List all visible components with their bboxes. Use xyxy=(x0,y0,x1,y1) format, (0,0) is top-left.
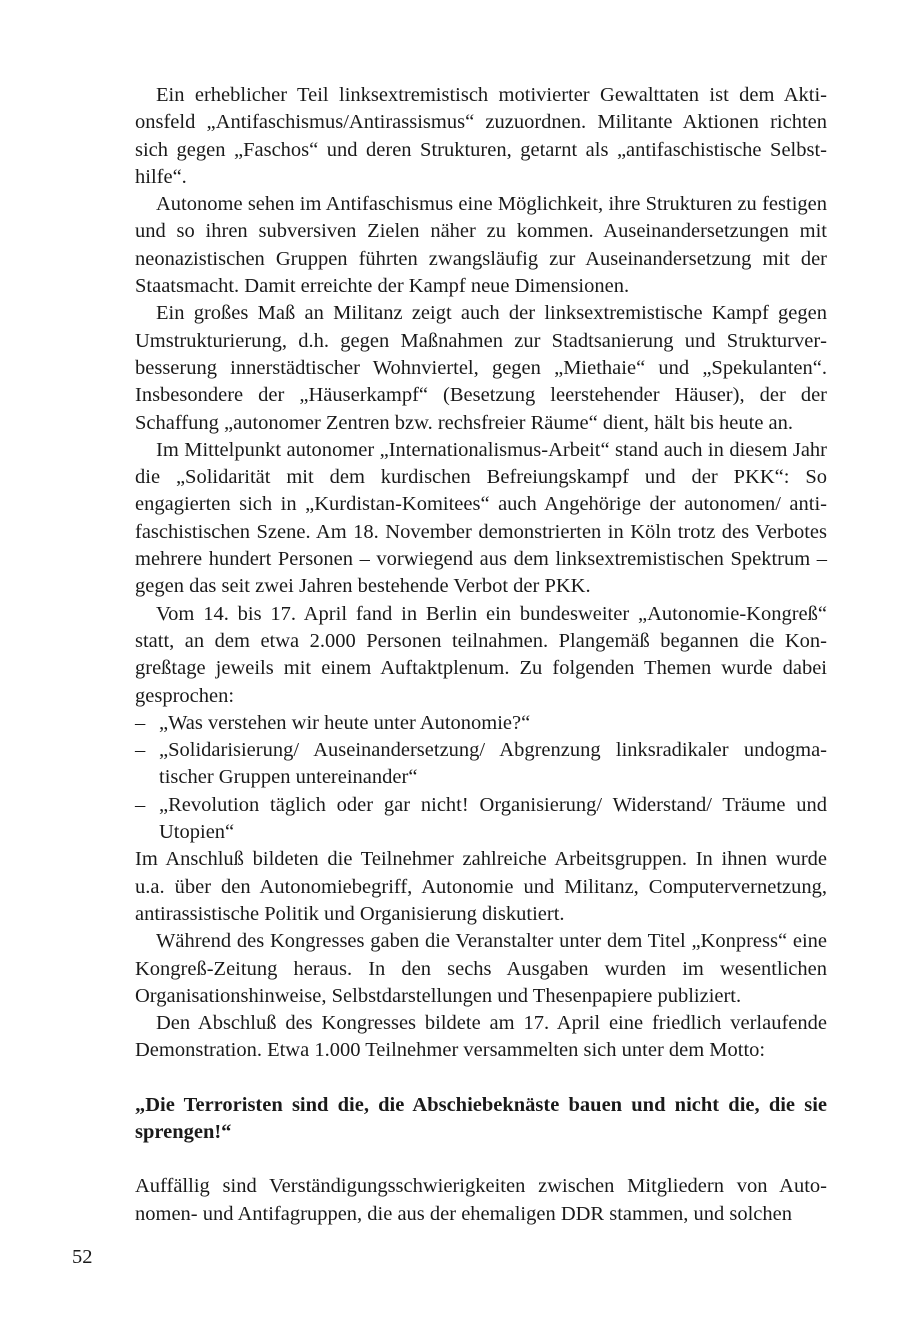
paragraph-arbeitsgruppen: Im Anschluß bildeten die Teilnehmer zahlreiche Arbeitsgruppen. In ihnen wurde u.a. über den Autonomiebegriff, Autonomie und Militanz, Computervernetzung, antirassistische Politik und Organisierung diskutiert. xyxy=(135,848,827,925)
paragraph-kongress: Vom 14. bis 17. April fand in Berlin ein bundesweiter „Autonomie-Kongreß“ statt, an dem etwa 2.000 Personen teilnahmen. Plangemäß begannen die Kongreßtage jeweils mit einem Auftaktplenum. Zu folgenden Themen wurde dabei gesprochen: xyxy=(135,602,827,707)
topics-list xyxy=(135,710,827,846)
topic-text: „Revolution täglich oder gar nicht! Organisierung/ Widerstand/ Träume und Utopien“ xyxy=(159,793,827,844)
paragraph-verstaendigung: Auffällig sind Verständigungsschwierigkeiten zwischen Mitgliedern von Autonomen- und Antifagruppen, die aus der ehemaligen DDR stammen, und solchen xyxy=(135,1175,827,1225)
dash-bullet: – xyxy=(135,739,146,762)
paragraph-umstrukturierung: Ein großes Maß an Militanz zeigt auch der linksextremistische Kampf gegen Umstrukturierung, d.h. gegen Maßnahmen zur Stadtsanierung und Strukturverbesserung innerstädtischer Wohnviertel, gegen „Miethaie“ und „Spekulanten“. Insbesondere der „Häuserkampf“ (Besetzung leerstehender Häuser), der der Schaffung „autonomer Zentren bzw. rechsfreier Räume“ dient, hält bis heute an. xyxy=(135,302,827,434)
paragraph-autonome: Autonome sehen im Antifaschismus eine Möglichkeit, ihre Strukturen zu festigen und so ihren subversiven Zielen näher zu kommen. Auseinandersetzungen mit neonazistischen Gruppen führten zwangsläufig zur Auseinandersetzung mit der Staatsmacht. Damit erreichte der Kampf neue Dimensionen. xyxy=(135,193,827,298)
list-item xyxy=(135,710,827,737)
paragraph-konpress: Während des Kongresses gaben die Veranstalter unter dem Titel „Konpress“ eine Kongreß-Zeitung heraus. In den sechs Ausgaben wurden im wesentlichen Organisationshinweise, Selbstdarstellungen und Thesenpapiere publiziert. xyxy=(135,930,827,1007)
list-item xyxy=(135,792,827,847)
dash-bullet: – xyxy=(135,711,146,734)
dash-bullet: – xyxy=(135,793,146,816)
topic-text: „Was verstehen wir heute unter Autonomie?“ xyxy=(159,711,531,734)
page-body xyxy=(135,82,827,1228)
paragraph-internationalismus: Im Mittelpunkt autonomer „Internationalismus-Arbeit“ stand auch in diesem Jahr die „Solidarität mit dem kurdischen Befreiungskampf und der PKK“: So engagierten sich in „Kurdistan-Komitees“ auch Angehörige der autonomen/ antifaschistischen Szene. Am 18. November demonstrierten in Köln trotz des Verbotes mehrere hundert Personen – vorwiegend aus dem linksextremistischen Spektrum – gegen das seit zwei Jahren bestehende Verbot der PKK. xyxy=(135,438,827,598)
paragraph-demonstration: Den Abschluß des Kongresses bildete am 17. April eine friedlich verlaufende Demonstration. Etwa 1.000 Teilnehmer versammelten sich unter dem Motto: xyxy=(135,1012,827,1062)
paragraph-antifaschismus: Ein erheblicher Teil linksextremistisch motivierter Gewalttaten ist dem Aktionsfeld „Antifaschismus/Antirassismus“ zuzuordnen. Militante Aktionen richten sich gegen „Faschos“ und deren Strukturen, getarnt als „antifaschistische Selbsthilfe“. xyxy=(135,84,827,188)
page-number: 52 xyxy=(72,1246,93,1268)
motto-heading: „Die Terroristen sind die, die Abschiebeknäste bauen und nicht die, die sie sprengen!“ xyxy=(135,1093,827,1143)
topic-text: „Solidarisierung/ Auseinandersetzung/ Abgrenzung linksradikaler undogmatischer Gruppen untereinander“ xyxy=(159,739,827,789)
list-item xyxy=(135,737,827,792)
